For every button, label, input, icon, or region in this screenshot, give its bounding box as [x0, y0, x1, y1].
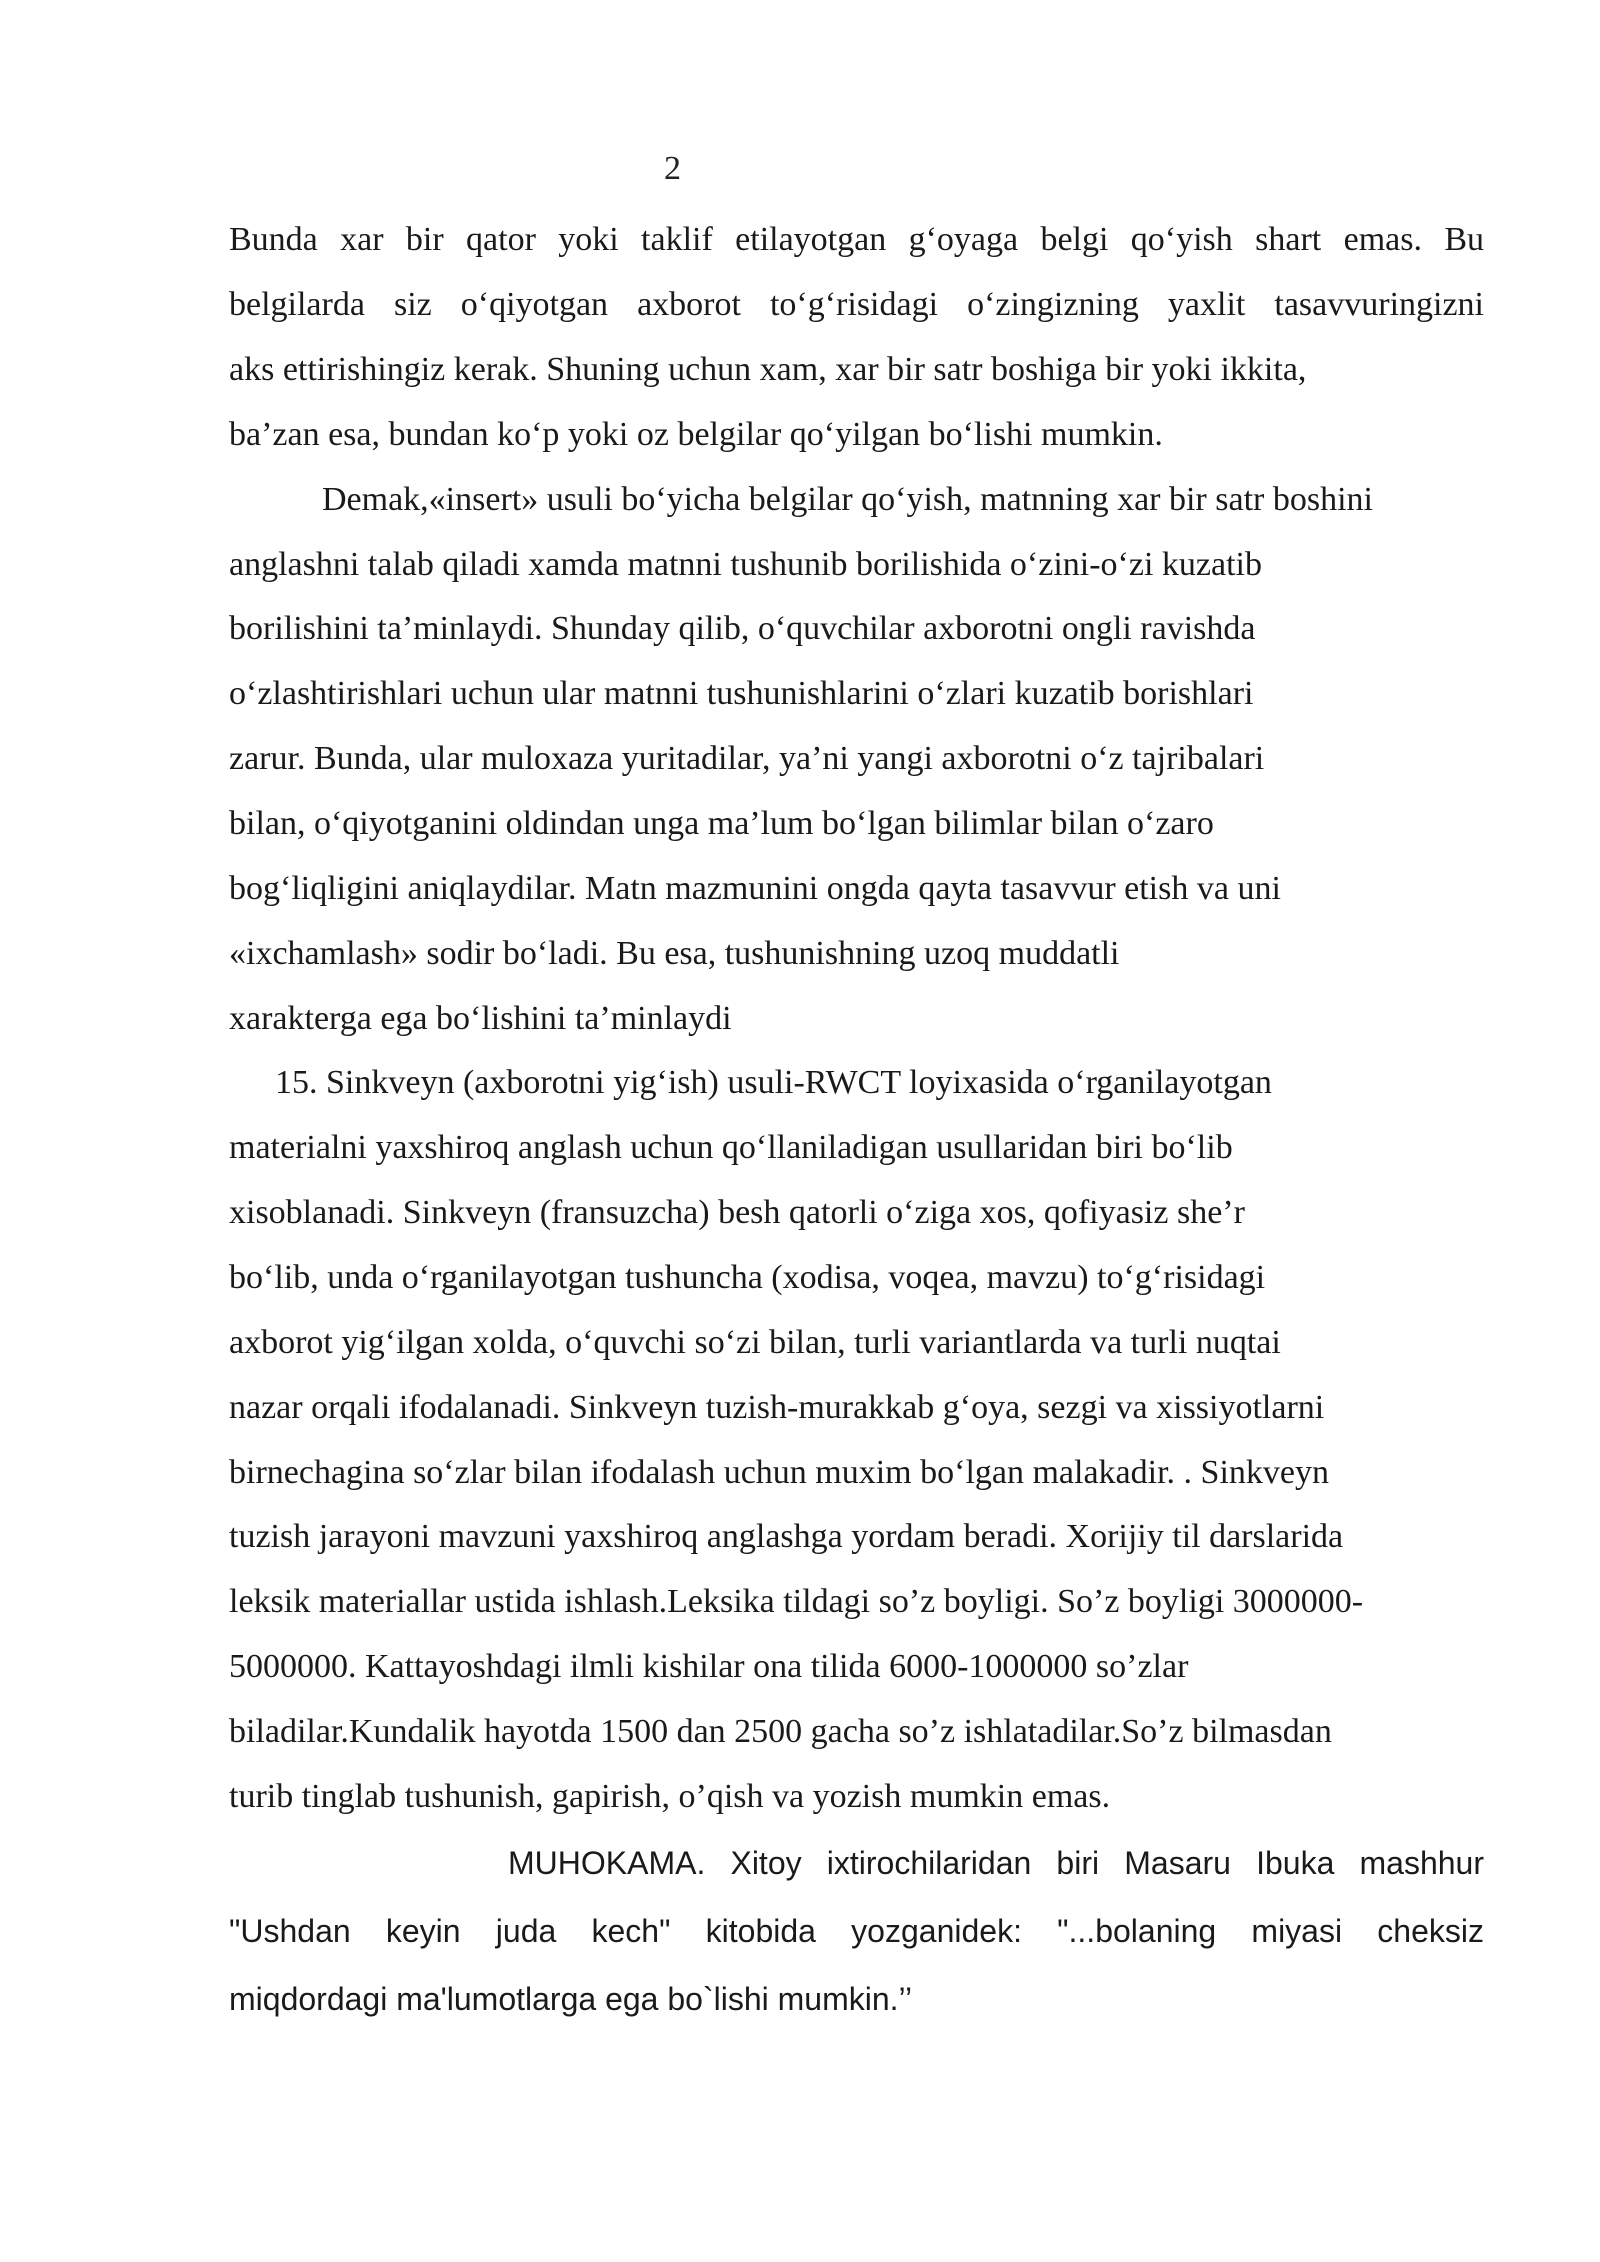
text-line: Bunda xar bir qator yoki taklif etilayotgan g‘oyaga belgi qo‘yish shart emas. Bu: [229, 221, 1484, 258]
text-line: nazar orqali ifodalanadi. Sinkveyn tuzish-murakkab g‘oya, sezgi va xissiyotlarni: [229, 1389, 1325, 1426]
text-line: tuzish jarayoni mavzuni yaxshiroq anglashga yordam beradi. Xorijiy til darslarida: [229, 1518, 1344, 1555]
list-item-15: 15. Sinkveyn (axborotni yig‘ish) usuli-RWCT loyixasida o‘rganilayotgan: [275, 1064, 1272, 1101]
text-line: aks ettirishingiz kerak. Shuning uchun xam, xar bir satr boshiga bir yoki ikkita,: [229, 351, 1307, 388]
page-number: 2: [664, 150, 681, 187]
text-line: belgilarda siz o‘qiyotgan axborot to‘g‘risidagi o‘zingizning yaxlit tasavvuringizni: [229, 286, 1484, 323]
text-line: xisoblanadi. Sinkveyn (fransuzcha) besh qatorli o‘ziga xos, qofiyasiz she’r: [229, 1194, 1245, 1231]
text-line-indented: Demak,«insert» usuli bo‘yicha belgilar qo‘yish, matnning xar bir satr boshini: [322, 481, 1373, 518]
text-line: o‘zlashtirishlari uchun ular matnni tushunishlarini o‘zlari kuzatib borishlari: [229, 675, 1254, 712]
text-line: miqdordagi ma'lumotlarga ega bo`lishi mumkin.’’: [229, 1981, 913, 2017]
text-line: bog‘liqligini aniqlaydilar. Matn mazmunini ongda qayta tasavvur etish va uni: [229, 870, 1281, 907]
text-line: xarakterga ega bo‘lishini ta’minlaydi: [229, 1000, 732, 1037]
text-line: bilan, o‘qiyotganini oldindan unga ma’lum bo‘lgan bilimlar bilan o‘zaro: [229, 805, 1214, 842]
text-line: "Ushdan keyin juda kech" kitobida yozganidek: "...bolaning miyasi cheksiz: [229, 1913, 1484, 1949]
text-line: leksik materiallar ustida ishlash.Leksika tildagi so’z boyligi. So’z boyligi 3000000-: [229, 1583, 1364, 1620]
text-line: anglashni talab qiladi xamda matnni tushunib borilishida o‘zini-o‘zi kuzatib: [229, 546, 1262, 583]
text-line: bo‘lib, unda o‘rganilayotgan tushuncha (xodisa, voqea, mavzu) to‘g‘risidagi: [229, 1259, 1266, 1296]
discussion-heading-line: MUHOKAMA. Xitoy ixtirochilaridan biri Masaru Ibuka mashhur: [508, 1845, 1484, 1881]
text-line: ba’zan esa, bundan ko‘p yoki oz belgilar qo‘yilgan bo‘lishi mumkin.: [229, 416, 1163, 453]
text-line: birnechagina so‘zlar bilan ifodalash uchun muxim bo‘lgan malakadir. . Sinkveyn: [229, 1454, 1329, 1491]
text-line: «ixchamlash» sodir bo‘ladi. Bu esa, tushunishning uzoq muddatli: [229, 935, 1120, 972]
text-line: zarur. Bunda, ular muloxaza yuritadilar, ya’ni yangi axborotni o‘z tajribalari: [229, 740, 1265, 777]
text-line: 5000000. Kattayoshdagi ilmli kishilar ona tilida 6000-1000000 so’zlar: [229, 1648, 1189, 1685]
text-line: turib tinglab tushunish, gapirish, o’qish va yozish mumkin emas.: [229, 1778, 1111, 1815]
text-line: borilishini ta’minlaydi. Shunday qilib, o‘quvchilar axborotni ongli ravishda: [229, 610, 1256, 647]
text-line: axborot yig‘ilgan xolda, o‘quvchi so‘zi bilan, turli variantlarda va turli nuqtai: [229, 1324, 1281, 1361]
text-line: materialni yaxshiroq anglash uchun qo‘llaniladigan usullaridan biri bo‘lib: [229, 1129, 1233, 1166]
text-line: biladilar.Kundalik hayotda 1500 dan 2500 gacha so’z ishlatadilar.So’z bilmasdan: [229, 1713, 1332, 1750]
